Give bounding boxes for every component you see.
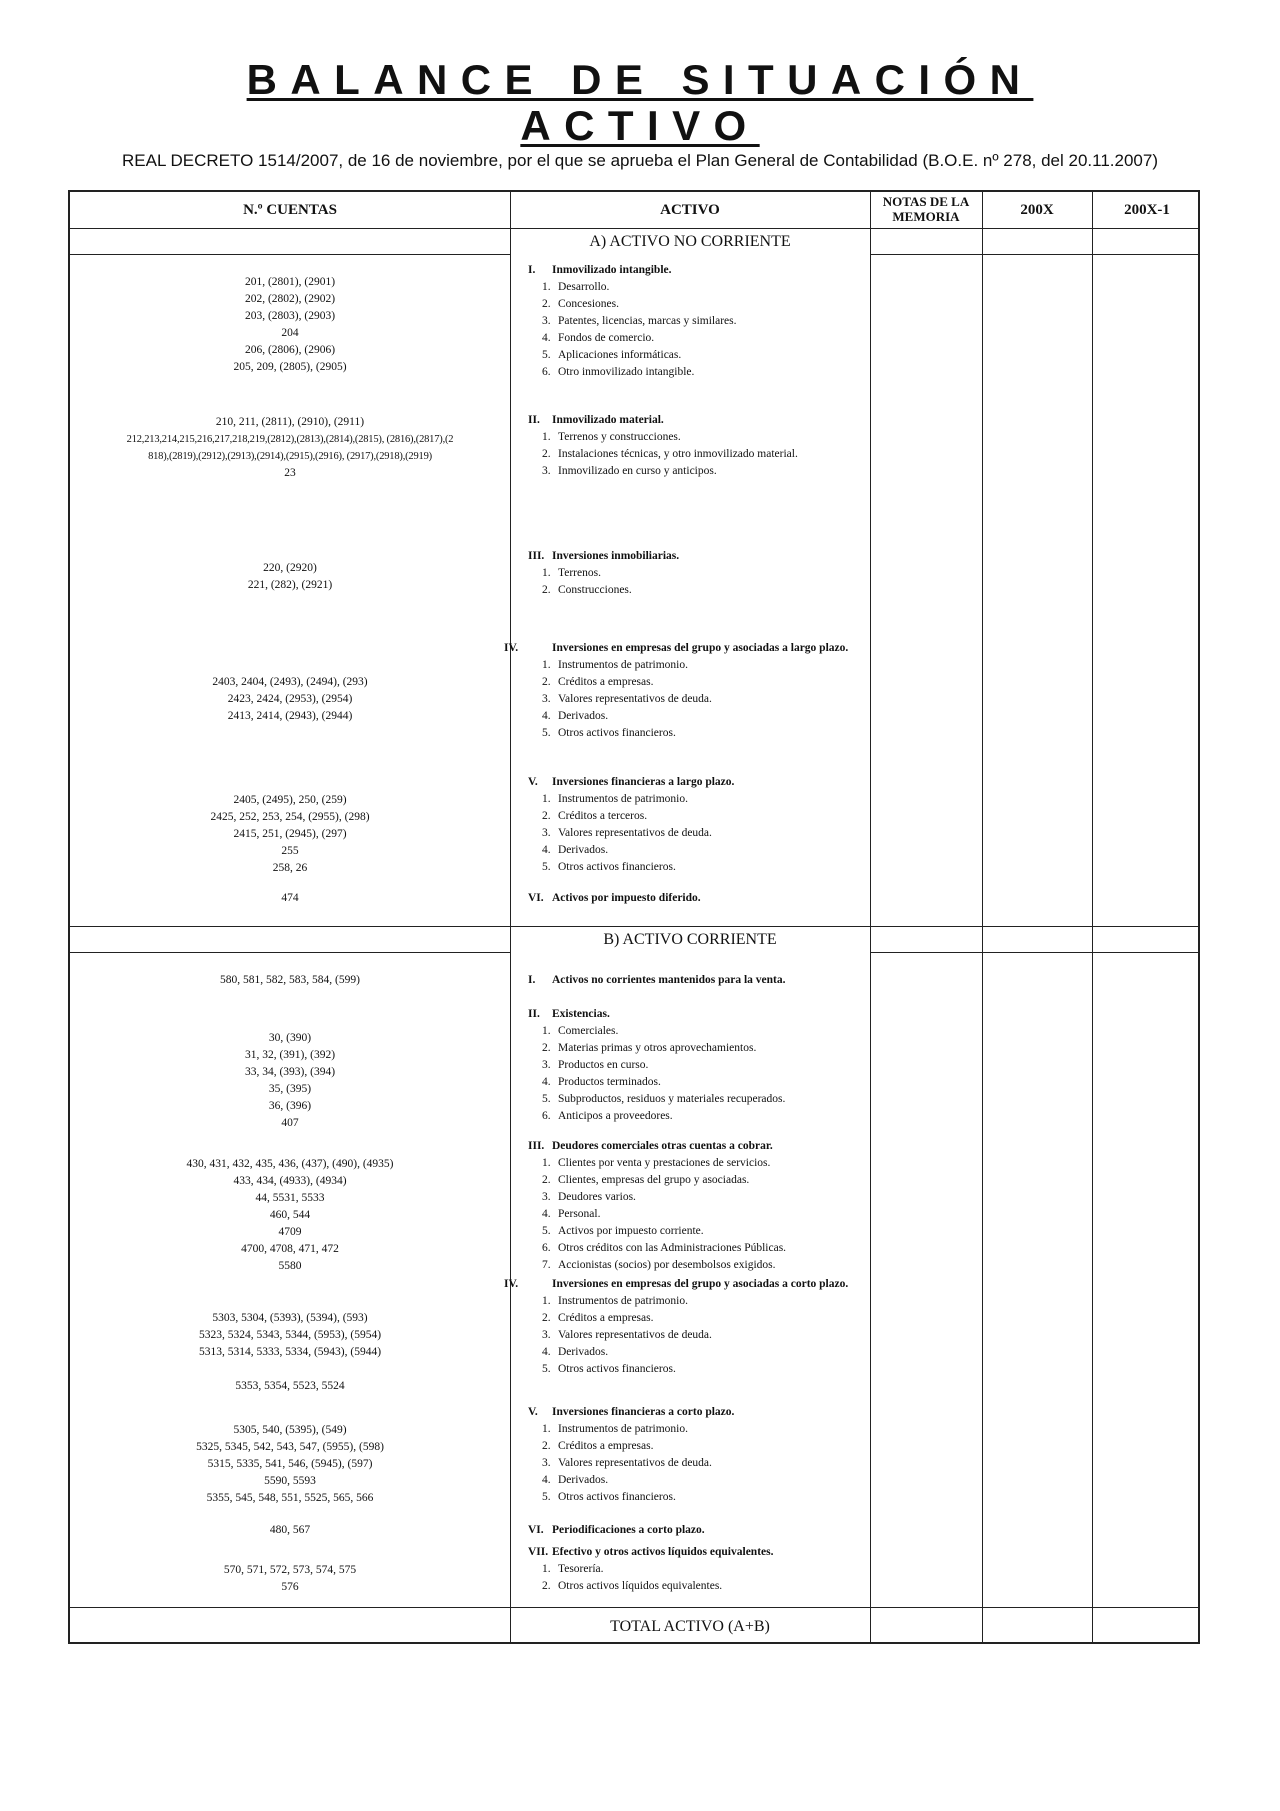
asset-line-number: 1. (542, 793, 551, 805)
asset-line-label: Derivados. (558, 710, 609, 722)
asset-line-label: Valores representativos de deuda. (558, 1457, 712, 1469)
asset-line-number: 5. (542, 1491, 551, 1503)
account-code-line: 220, (2920) (263, 562, 317, 574)
asset-line-number: 2. (542, 1042, 551, 1054)
asset-line-label: Deudores varios. (558, 1191, 636, 1203)
asset-line-label: Activos por impuesto corriente. (558, 1225, 704, 1237)
account-code-line: 35, (395) (268, 1083, 312, 1095)
asset-line-number: 3. (542, 1191, 551, 1203)
asset-line-label: Instrumentos de patrimonio. (558, 1423, 688, 1435)
asset-line-item (528, 1472, 938, 1489)
asset-line-label: Inmovilizado en curso y anticipos. (558, 465, 717, 477)
asset-group-title: Inmovilizado material. (552, 414, 664, 426)
asset-line-number: 1. (542, 1423, 551, 1435)
asset-line-number: 4. (542, 1346, 551, 1358)
header-year-current: 200X (1020, 202, 1054, 218)
asset-line-label: Otros activos líquidos equivalentes. (558, 1580, 723, 1592)
account-code-line: 36, (396) (268, 1100, 312, 1112)
asset-line-item (528, 791, 938, 808)
asset-line-number: 1. (542, 1157, 551, 1169)
account-code-line: 5580 (278, 1260, 302, 1272)
asset-line-number: 4. (542, 332, 551, 344)
account-code-line: 255 (281, 845, 299, 857)
asset-line-item (528, 330, 938, 347)
asset-line-label: Otros activos financieros. (558, 861, 676, 873)
asset-line-label: Clientes, empresas del grupo y asociadas. (558, 1174, 750, 1186)
asset-line-item (528, 296, 938, 313)
asset-line-number: 6. (542, 1110, 551, 1122)
asset-line-label: Concesiones. (558, 298, 620, 310)
account-code-line: 480, 567 (269, 1524, 311, 1536)
asset-line-label: Personal. (558, 1208, 601, 1220)
asset-line-label: Comerciales. (558, 1025, 619, 1037)
account-codes (70, 274, 510, 376)
account-code-line: 2413, 2414, (2943), (2944) (227, 710, 353, 722)
account-codes (70, 560, 510, 594)
asset-line-number: 5. (542, 1363, 551, 1375)
section-total-activo: TOTAL ACTIVO (A+B) (610, 1618, 770, 1635)
header-notas-line2: MEMORIA (892, 209, 960, 224)
row-divider (70, 952, 510, 953)
column-divider (982, 192, 983, 1642)
account-code-line: 818),(2819),(2912),(2913),(2914),(2915),(2916), (2917),(2918),(2919) (148, 451, 432, 462)
account-code-line: 474 (281, 892, 299, 904)
account-code-line: 30, (390) (268, 1032, 312, 1044)
asset-group-title: Inversiones inmobiliarias. (552, 550, 680, 562)
asset-line-number: 2. (542, 584, 551, 596)
asset-line-item (528, 1091, 938, 1108)
account-code-line: 570, 571, 572, 573, 574, 575 (223, 1564, 357, 1576)
asset-line-number: 4. (542, 844, 551, 856)
asset-line-label: Instrumentos de patrimonio. (558, 659, 688, 671)
asset-group-number: III. (528, 550, 545, 562)
asset-line-number: 3. (542, 1329, 551, 1341)
row-divider (70, 254, 510, 255)
asset-group (528, 1522, 938, 1539)
account-code-line: 2423, 2424, (2953), (2954) (227, 693, 353, 705)
asset-line-label: Clientes por venta y prestaciones de servicios. (558, 1157, 771, 1169)
asset-line-label: Materias primas y otros aprovechamientos. (558, 1042, 757, 1054)
asset-line-number: 4. (542, 710, 551, 722)
page-subtitle: ACTIVO (520, 102, 760, 149)
asset-line-number: 3. (542, 1059, 551, 1071)
asset-line-number: 1. (542, 659, 551, 671)
asset-group-title: Existencias. (552, 1008, 610, 1020)
asset-line-label: Créditos a empresas. (558, 676, 654, 688)
asset-group-heading (504, 640, 938, 657)
asset-line-item (528, 429, 938, 446)
asset-line-number: 6. (542, 1242, 551, 1254)
asset-line-item (528, 1310, 938, 1327)
asset-group-number: VI. (528, 1524, 544, 1536)
asset-line-label: Anticipos a proveedores. (558, 1110, 673, 1122)
asset-line-label: Subproductos, residuos y materiales recuperados. (558, 1093, 786, 1105)
asset-line-number: 3. (542, 1457, 551, 1469)
account-code-line: 205, 209, (2805), (2905) (233, 361, 347, 373)
asset-line-label: Otros activos financieros. (558, 1491, 676, 1503)
asset-line-label: Otros activos financieros. (558, 1363, 676, 1375)
account-code-line: 31, 32, (391), (392) (244, 1049, 336, 1061)
asset-line-label: Terrenos y construcciones. (558, 431, 681, 443)
account-codes (70, 1310, 510, 1395)
asset-group (528, 1006, 938, 1125)
asset-line-number: 2. (542, 298, 551, 310)
header-notas-line1: NOTAS DE LA (882, 194, 970, 209)
asset-line-number: 5. (542, 1093, 551, 1105)
asset-group-number: VI. (528, 892, 544, 904)
asset-line-number: 3. (542, 827, 551, 839)
asset-group-number: V. (528, 1406, 538, 1418)
asset-line-item (528, 1578, 938, 1595)
asset-group (528, 262, 938, 381)
asset-line-label: Terrenos. (558, 567, 601, 579)
asset-group-number: VII. (528, 1546, 549, 1558)
asset-line-number: 1. (542, 567, 551, 579)
row-divider (70, 228, 1198, 229)
row-divider (70, 926, 1198, 927)
account-codes (70, 1156, 510, 1275)
asset-line-item (528, 1172, 938, 1189)
asset-line-number: 2. (542, 1580, 551, 1592)
asset-line-number: 1. (542, 1295, 551, 1307)
account-code-line: 23 (284, 467, 296, 479)
account-code-line: 2403, 2404, (2493), (2494), (293) (212, 676, 368, 688)
asset-line-item (528, 364, 938, 381)
decree-reference: REAL DECRETO 1514/2007, de 16 de noviembre, por el que se aprueba el Plan General de Contabilidad (B.O.E. nº 278, del 20.11.2007) (122, 151, 1158, 170)
asset-line-label: Tesorería. (558, 1563, 604, 1575)
asset-line-number: 3. (542, 465, 551, 477)
account-codes (70, 1422, 510, 1507)
asset-group-title: Efectivo y otros activos líquidos equivalentes. (552, 1546, 774, 1558)
account-code-line: 210, 211, (2811), (2910), (2911) (215, 416, 365, 428)
asset-line-number: 2. (542, 1174, 551, 1186)
section-activo-corriente: B) ACTIVO CORRIENTE (603, 931, 777, 948)
account-code-line: 212,213,214,215,216,217,218,219,(2812),(2813),(2814),(2815), (2816),(2817),(2 (126, 434, 454, 445)
asset-group-heading (504, 1276, 938, 1293)
page-title: BALANCE DE SITUACIÓN (246, 56, 1034, 103)
asset-line-item (528, 565, 938, 582)
asset-line-item (528, 1438, 938, 1455)
asset-line-label: Derivados. (558, 844, 609, 856)
account-codes (70, 1562, 510, 1596)
asset-line-label: Derivados. (558, 1346, 609, 1358)
asset-group (528, 774, 938, 876)
asset-line-item (528, 725, 938, 742)
account-code-line: 5323, 5324, 5343, 5344, (5953), (5954) (198, 1329, 382, 1341)
asset-line-item (528, 1155, 938, 1172)
account-codes (70, 972, 510, 989)
account-code-line: 5313, 5314, 5333, 5334, (5943), (5944) (198, 1346, 382, 1358)
asset-group-number: IV. (504, 1278, 519, 1290)
asset-group-heading (528, 972, 938, 989)
account-code-line: 5590, 5593 (264, 1475, 316, 1487)
asset-group-title: Inmovilizado intangible. (552, 264, 672, 276)
asset-line-label: Valores representativos de deuda. (558, 1329, 712, 1341)
asset-group-heading (528, 1404, 938, 1421)
account-code-line: 203, (2803), (2903) (244, 310, 336, 322)
asset-group-heading (528, 774, 938, 791)
asset-line-item (528, 1108, 938, 1125)
asset-line-item (528, 313, 938, 330)
asset-line-item (528, 1189, 938, 1206)
account-code-line: 5305, 540, (5395), (549) (233, 1424, 347, 1436)
row-divider (870, 952, 1198, 953)
account-codes (70, 674, 510, 725)
asset-line-number: 2. (542, 448, 551, 460)
asset-group-number: I. (528, 974, 536, 986)
asset-line-item (528, 1344, 938, 1361)
header-activo: ACTIVO (660, 202, 720, 218)
account-code-line: 576 (281, 1581, 299, 1593)
section-activo-no-corriente: A) ACTIVO NO CORRIENTE (589, 233, 791, 250)
account-code-line: 201, (2801), (2901) (244, 276, 336, 288)
asset-line-item (528, 1206, 938, 1223)
asset-line-label: Otros activos financieros. (558, 727, 676, 739)
account-code-line: 221, (282), (2921) (247, 579, 333, 591)
asset-line-number: 2. (542, 1312, 551, 1324)
account-code-line: 460, 544 (269, 1209, 311, 1221)
account-code-line: 204 (281, 327, 299, 339)
asset-line-label: Créditos a empresas. (558, 1312, 654, 1324)
asset-line-number: 7. (542, 1259, 551, 1271)
asset-line-item (528, 674, 938, 691)
asset-line-label: Instalaciones técnicas, y otro inmovilizado material. (558, 448, 798, 460)
asset-group (528, 1544, 938, 1595)
asset-line-number: 4. (542, 1474, 551, 1486)
asset-line-item (528, 1561, 938, 1578)
asset-line-label: Construcciones. (558, 584, 632, 596)
asset-line-item (528, 1074, 938, 1091)
account-code-line (70, 1361, 510, 1378)
header-cuentas: N.º CUENTAS (243, 202, 337, 218)
asset-group (528, 412, 938, 480)
account-code-line: 433, 434, (4933), (4934) (233, 1175, 347, 1187)
asset-line-number: 2. (542, 1440, 551, 1452)
account-codes (70, 792, 510, 877)
asset-group-number: V. (528, 776, 538, 788)
asset-line-number: 5. (542, 727, 551, 739)
asset-group-heading (528, 1522, 938, 1539)
account-codes (70, 1522, 510, 1539)
asset-group-title: Inversiones financieras a corto plazo. (552, 1406, 735, 1418)
asset-line-number: 3. (542, 693, 551, 705)
asset-line-label: Valores representativos de deuda. (558, 693, 712, 705)
asset-line-item (528, 1223, 938, 1240)
asset-line-label: Desarrollo. (558, 281, 610, 293)
account-codes (70, 890, 510, 907)
account-code-line: 4700, 4708, 471, 472 (241, 1243, 339, 1255)
asset-line-number: 2. (542, 676, 551, 688)
asset-group-title: Inversiones financieras a largo plazo. (552, 776, 735, 788)
account-code-line: 5303, 5304, (5393), (5394), (593) (212, 1312, 368, 1324)
header-year-previous: 200X-1 (1124, 202, 1170, 218)
account-code-line: 5353, 5354, 5523, 5524 (235, 1380, 345, 1392)
asset-line-item (528, 1455, 938, 1472)
asset-line-label: Valores representativos de deuda. (558, 827, 712, 839)
asset-line-item (528, 1257, 938, 1274)
asset-group-number: II. (528, 1008, 540, 1020)
asset-group-heading (528, 1544, 938, 1561)
asset-group-title: Deudores comerciales otras cuentas a cobrar. (552, 1140, 773, 1152)
asset-line-number: 6. (542, 366, 551, 378)
account-code-line: 2405, (2495), 250, (259) (233, 794, 347, 806)
asset-line-number: 4. (542, 1208, 551, 1220)
header-notas (870, 194, 982, 224)
asset-line-item (528, 446, 938, 463)
asset-line-label: Productos en curso. (558, 1059, 649, 1071)
asset-line-label: Derivados. (558, 1474, 609, 1486)
asset-group-number: II. (528, 414, 540, 426)
asset-group-heading (528, 262, 938, 279)
account-code-line: 5315, 5335, 541, 546, (5945), (597) (207, 1458, 373, 1470)
asset-line-number: 3. (542, 315, 551, 327)
asset-line-item (528, 463, 938, 480)
asset-group-heading (528, 890, 938, 907)
account-code-line: 33, 34, (393), (394) (244, 1066, 336, 1078)
asset-line-label: Otros créditos con las Administraciones Públicas. (558, 1242, 787, 1254)
asset-line-item (528, 582, 938, 599)
account-code-line: 5355, 545, 548, 551, 5525, 565, 566 (206, 1492, 374, 1504)
asset-group (504, 640, 938, 742)
asset-line-item (528, 657, 938, 674)
account-code-line: 202, (2802), (2902) (244, 293, 336, 305)
asset-line-item (528, 1057, 938, 1074)
asset-line-item (528, 1240, 938, 1257)
account-code-line: 4709 (278, 1226, 302, 1238)
asset-line-number: 5. (542, 349, 551, 361)
asset-line-item (528, 691, 938, 708)
balance-table (68, 190, 1200, 1644)
asset-group-title: Inversiones en empresas del grupo y asociadas a largo plazo. (552, 642, 849, 654)
asset-line-number: 5. (542, 1225, 551, 1237)
asset-line-number: 1. (542, 281, 551, 293)
account-code-line: 407 (281, 1117, 299, 1129)
asset-line-label: Fondos de comercio. (558, 332, 655, 344)
column-divider (1092, 192, 1093, 1642)
asset-group-heading (528, 1138, 938, 1155)
account-codes (70, 1030, 510, 1132)
row-divider (70, 1607, 1198, 1608)
asset-line-number: 2. (542, 810, 551, 822)
asset-line-item (528, 279, 938, 296)
asset-line-label: Productos terminados. (558, 1076, 661, 1088)
account-code-line: 2425, 252, 253, 254, (2955), (298) (210, 811, 370, 823)
asset-line-item (528, 808, 938, 825)
asset-group (504, 1276, 938, 1378)
asset-group-heading (528, 1006, 938, 1023)
asset-group-number: IV. (504, 642, 519, 654)
account-codes (70, 414, 510, 482)
row-divider (870, 254, 1198, 255)
asset-group-title: Activos no corrientes mantenidos para la venta. (552, 974, 786, 986)
asset-line-item (528, 859, 938, 876)
account-code-line: 5325, 5345, 542, 543, 547, (5955), (598) (196, 1441, 384, 1453)
account-code-line: 258, 26 (272, 862, 308, 874)
asset-line-label: Créditos a terceros. (558, 810, 648, 822)
asset-line-label: Instrumentos de patrimonio. (558, 793, 688, 805)
asset-line-label: Instrumentos de patrimonio. (558, 1295, 688, 1307)
asset-group (528, 548, 938, 599)
asset-group (528, 972, 938, 989)
asset-line-item (528, 1489, 938, 1506)
account-code-line: 580, 581, 582, 583, 584, (599) (220, 974, 360, 986)
asset-line-item (528, 842, 938, 859)
asset-line-label: Créditos a empresas. (558, 1440, 654, 1452)
asset-line-item (528, 1421, 938, 1438)
account-code-line: 206, (2806), (2906) (244, 344, 336, 356)
asset-group-number: I. (528, 264, 536, 276)
asset-line-label: Accionistas (socios) por desembolsos exigidos. (558, 1259, 776, 1271)
asset-line-number: 4. (542, 1076, 551, 1088)
asset-group (528, 1404, 938, 1506)
asset-line-label: Aplicaciones informáticas. (558, 349, 682, 361)
asset-line-label: Patentes, licencias, marcas y similares. (558, 315, 737, 327)
asset-line-number: 1. (542, 1025, 551, 1037)
asset-line-item (528, 825, 938, 842)
asset-line-number: 5. (542, 861, 551, 873)
asset-group-title: Inversiones en empresas del grupo y asociadas a corto plazo. (552, 1278, 849, 1290)
asset-group (528, 890, 938, 907)
asset-group-title: Periodificaciones a corto plazo. (552, 1524, 705, 1536)
asset-line-label: Otro inmovilizado intangible. (558, 366, 695, 378)
asset-group-heading (528, 548, 938, 565)
asset-group-heading (528, 412, 938, 429)
asset-line-number: 1. (542, 1563, 551, 1575)
asset-group-title: Activos por impuesto diferido. (552, 892, 701, 904)
asset-line-item (528, 1293, 938, 1310)
asset-line-item (528, 708, 938, 725)
asset-line-item (528, 1361, 938, 1378)
asset-line-number: 1. (542, 431, 551, 443)
account-code-line: 44, 5531, 5533 (255, 1192, 325, 1204)
asset-line-item (528, 1023, 938, 1040)
column-divider (510, 192, 511, 1642)
account-code-line: 430, 431, 432, 435, 436, (437), (490), (4935) (186, 1158, 394, 1170)
asset-line-item (528, 1040, 938, 1057)
asset-line-item (528, 1327, 938, 1344)
account-code-line: 2415, 251, (2945), (297) (233, 828, 347, 840)
asset-group-number: III. (528, 1140, 545, 1152)
asset-group (528, 1138, 938, 1274)
asset-line-item (528, 347, 938, 364)
